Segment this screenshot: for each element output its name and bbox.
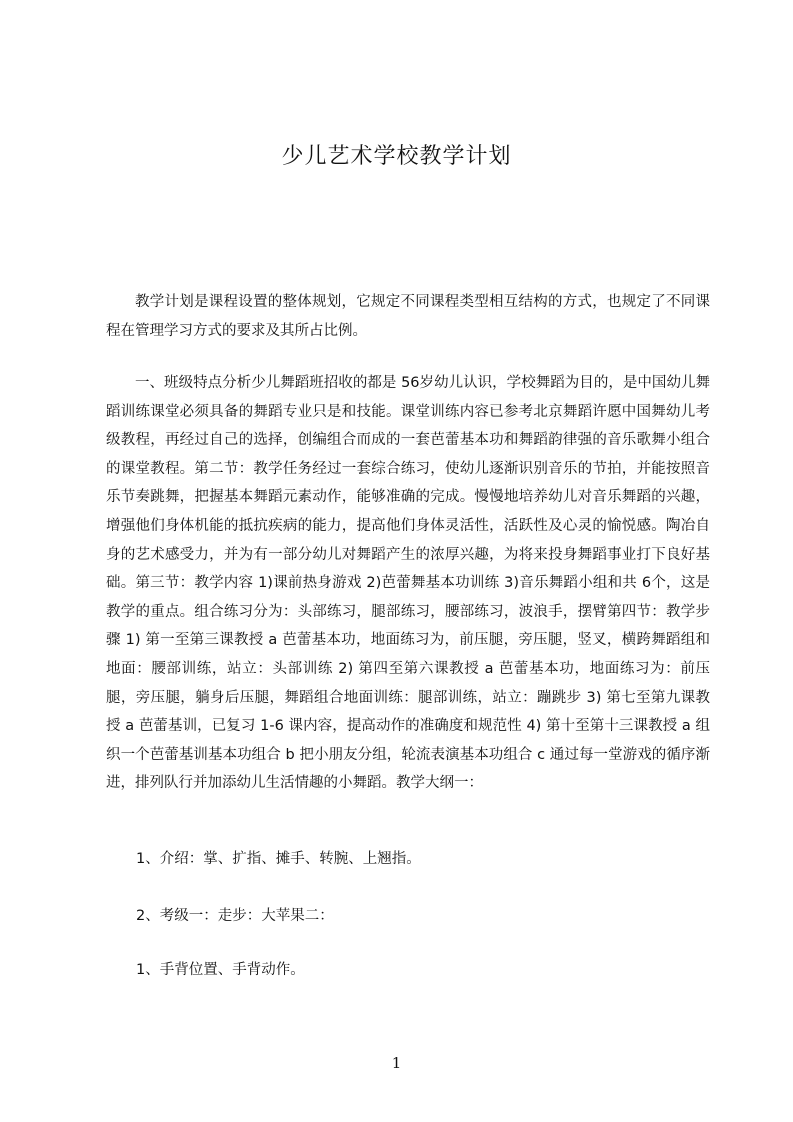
document-title: 少儿艺术学校教学计划	[281, 144, 512, 169]
syllabus-item-grade-one: 2、考级一：走步：大苹果二：	[136, 908, 334, 924]
intro-paragraph: 教学计划是课程设置的整体规划，它规定不同课程类型相互结构的方式，也规定了不同课程在管理学习方式的要求及其所占比例。	[106, 294, 710, 339]
syllabus-item-hand-position: 1、手背位置、手背动作。	[136, 962, 305, 978]
page-number: 1	[391, 1054, 402, 1072]
class-analysis-paragraph: 一、班级特点分析少儿舞蹈班招收的都是 56岁幼儿认识，学校舞蹈为目的，是中国幼儿舞蹈训练课堂必须具备的舞蹈专业只是和技能。课堂训练内容已参考北京舞蹈许愿中国舞幼儿考级教程，再经过自己的选择，创编组合而成的一套芭蕾基本功和舞蹈韵律强的音乐歌舞小组合的课堂教程。第二节：教学任务经过一套综合练习，使幼儿逐渐识别音乐的节拍，并能按照音乐节奏跳舞，把握基本舞蹈元素动作，能够准确的完成。慢慢地培养幼儿对音乐舞蹈的兴趣，增强他们身体机能的抵抗疾病的能力，提高他们身体灵活性，活跃性及心灵的愉悦感。陶冶自身的艺术感受力，并为有一部分幼儿对舞蹈产生的浓厚兴趣，为将来投身舞蹈事业打下良好基础。第三节：教学内容 1)课前热身游戏 2)芭蕾舞基本功训练 3)音乐舞蹈小组和共 6个，这是教学的重点。组合练习分为：头部练习，腿部练习，腰部练习，波浪手，摆臂第四节：教学步骤 1) 第一至第三课教授 a 芭蕾基本功，地面练习为，前压腿，旁压腿，竖叉，横跨舞蹈组和地面：腰部训练，站立：头部训练 2) 第四至第六课教授 a 芭蕾基本功，地面练习为：前压腿，旁压腿，躺身后压腿，舞蹈组合地面训练：腿部训练，站立：蹦跳步 3) 第七至第九课教授 a 芭蕾基训，已复习 1-6 课内容，提高动作的准确度和规范性 4) 第十至第十三课教授 a 组织一个芭蕾基训基本功组合 b 把小朋友分组，轮流表演基本功组合 c 通过每一堂游戏的循序渐进，排列队行并加添幼儿生活情趣的小舞蹈。教学大纲一：	[106, 375, 710, 792]
syllabus-item-introduction: 1、介绍：掌、扩指、摊手、转腕、上翘指。	[136, 851, 421, 867]
